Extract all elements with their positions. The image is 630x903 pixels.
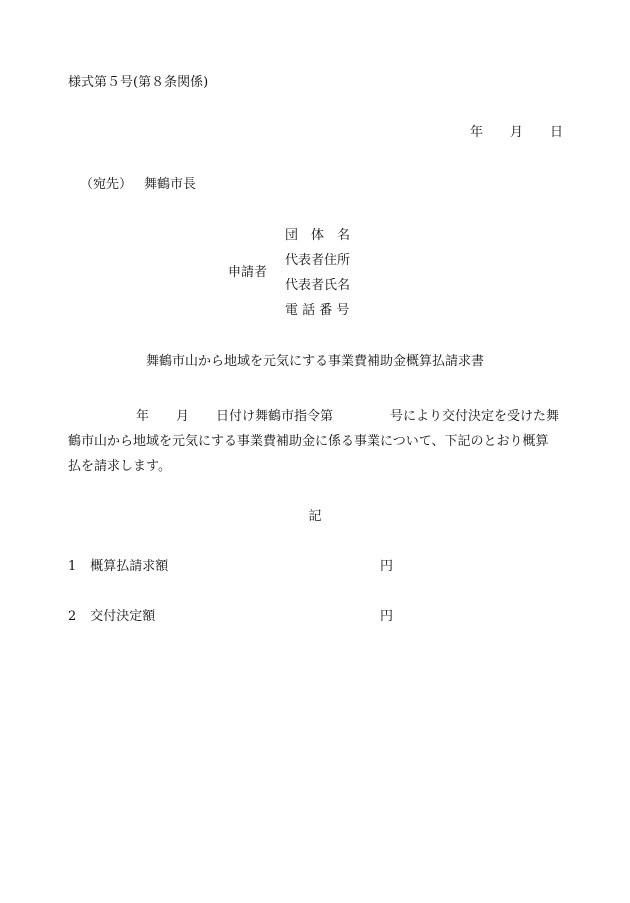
body-line-3: 払を請求します。 <box>68 459 171 474</box>
field-phone-number: 電 話 番 号 <box>285 303 350 318</box>
item-label: 概算払請求額 <box>90 559 169 574</box>
item-number: 2 <box>68 609 77 624</box>
body-month: 月 <box>176 409 190 424</box>
addressee-label: （宛先） <box>80 177 133 192</box>
body-day-prefix: 日付け舞鶴市指令第 <box>216 409 334 424</box>
applicant-fields <box>285 229 350 329</box>
item-label: 交付決定額 <box>90 609 156 624</box>
date-year: 年 <box>470 125 484 140</box>
item-unit: 円 <box>380 609 394 624</box>
item-number: 1 <box>68 559 77 574</box>
body-paragraph <box>68 404 562 479</box>
item-unit: 円 <box>380 559 394 574</box>
date-day: 日 <box>550 125 564 140</box>
field-representative-address: 代表者住所 <box>285 253 351 268</box>
addressee <box>80 178 196 191</box>
addressee-name: 舞鶴市長 <box>144 177 197 192</box>
item-row <box>68 609 394 624</box>
body-line-2: 鶴市山から地域を元気にする事業費補助金に係る事業について、下記のとおり概算 <box>68 434 549 449</box>
document-title: 舞鶴市山から地域を元気にする事業費補助金概算払請求書 <box>145 354 484 369</box>
item-row <box>68 559 394 574</box>
field-organization-name: 団 体 名 <box>285 228 351 243</box>
field-representative-name: 代表者氏名 <box>285 278 351 293</box>
body-suffix: 号により交付決定を受けた舞 <box>390 409 560 424</box>
body-line-1 <box>68 404 562 429</box>
form-number: 様式第５号(第８条関係) <box>68 75 209 90</box>
ki-heading: 記 <box>308 509 322 524</box>
applicant-label: 申請者 <box>228 265 268 280</box>
date-month: 月 <box>510 125 524 140</box>
body-year: 年 <box>136 409 150 424</box>
